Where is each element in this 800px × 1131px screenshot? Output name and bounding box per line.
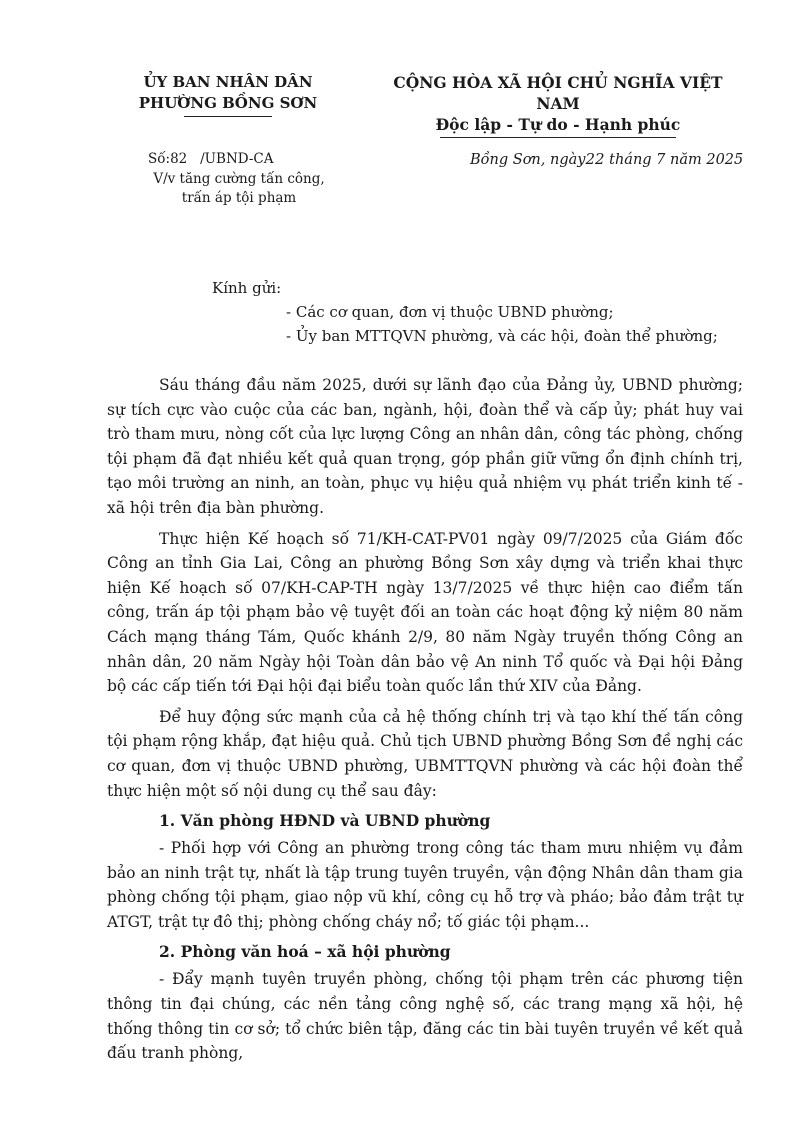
place-and-date [470, 150, 752, 169]
section-2-title: 2. Phòng văn hoá – xã hội phường [159, 942, 451, 962]
recipient-list [286, 300, 718, 348]
recipient-item: - Các cơ quan, đơn vị thuộc UBND phường; [286, 303, 614, 321]
subject-line1: V/v tăng cường tấn công, [153, 171, 325, 187]
recipient-item: - Ủy ban MTTQVN phường, và các hội, đoàn thể phường; [286, 327, 718, 345]
date-month-year: tháng 7 năm 2025 [609, 152, 744, 168]
document-body [107, 373, 743, 1072]
addressee-label: Kính gửi: [212, 279, 282, 297]
issuing-authority [128, 72, 328, 117]
number-prefix: Số: [148, 151, 171, 167]
document-number [148, 150, 274, 168]
number-suffix: /UBND-CA [200, 151, 274, 167]
authority-underline [184, 116, 272, 117]
nation-line2: Độc lập - Tự do - Hạnh phúc [435, 115, 681, 134]
paragraph-context: Sáu tháng đầu năm 2025, dưới sự lãnh đạo của Đảng ủy, UBND phường; sự tích cực vào cuộc của các ban, ngành, hội, đoàn thể và cấp ủy; phát huy vai trò tham mưu, nòng cốt của lực lượng Công an nhân dân, công tác phòng, chống tội phạm đã đạt nhiều kết quả quan trọng, góp phần giữ vững ổn định chính trị, tạo môi trường an ninh, an toàn, phục vụ hiệu quả nhiệm vụ phát triển kinh tế - xã hội trên địa bàn phường. [107, 376, 743, 517]
section-1-text: - Phối hợp với Công an phường trong công tác tham mưu nhiệm vụ đảm bảo an ninh trật tự, nhất là tập trung tuyên truyền, vận động Nhân dân tham gia phòng chống tội phạm, giao nộp vũ khí, công cụ hỗ trợ và pháo; bảo đảm trật tự ATGT, trật tự đô thị; phòng chống cháy nổ; tố giác tội phạm... [107, 839, 743, 931]
date-place: Bồng Sơn, ngày [470, 152, 586, 168]
date-day: 22 [585, 150, 605, 168]
paragraph-request: Để huy động sức mạnh của cả hệ thống chính trị và tạo khí thế tấn công tội phạm rộng khắp, đạt hiệu quả. Chủ tịch UBND phường Bồng Sơn đề nghị các cơ quan, đơn vị thuộc UBND phường, UBMTTQVN phường và các hội đoàn thể thực hiện một số nội dung cụ thể sau đây: [107, 707, 743, 800]
authority-line1: ỦY BAN NHÂN DÂN [143, 73, 313, 91]
national-motto [372, 72, 744, 138]
number-value: 82 [170, 151, 188, 167]
paragraph-plan: Thực hiện Kế hoạch số 71/KH-CAT-PV01 ngày 09/7/2025 của Giám đốc Công an tỉnh Gia Lai, Công an phường Bồng Sơn xây dựng và triển khai thực hiện Kế hoạch số 07/KH-CAP-TH ngày 13/7/2025 về thực hiện cao điểm tấn công, trấn áp tội phạm bảo vệ tuyệt đối an toàn các hoạt động kỷ niệm 80 năm Cách mạng tháng Tám, Quốc khánh 2/9, 80 năm Ngày truyền thống Công an nhân dân, 20 năm Ngày hội Toàn dân bảo vệ An ninh Tổ quốc và Đại hội Đảng bộ các cấp tiến tới Đại hội đại biểu toàn quốc lần thứ XIV của Đảng. [107, 529, 743, 696]
authority-line2: PHƯỜNG BỒNG SƠN [138, 94, 318, 112]
subject-line2: trấn áp tội phạm [181, 190, 297, 206]
nation-line1: CỘNG HÒA XÃ HỘI CHỦ NGHĨA VIỆT NAM [393, 73, 723, 113]
section-1-title: 1. Văn phòng HĐND và UBND phường [159, 811, 491, 831]
motto-underline [440, 137, 676, 138]
document-subject [144, 170, 334, 208]
section-2-text: - Đẩy mạnh tuyên truyền phòng, chống tội phạm trên các phương tiện thông tin đại chúng, các nền tảng công nghệ số, các trang mạng xã hội, hệ thống thông tin cơ sở; tổ chức biên tập, đăng các tin bài tuyên truyền về kết quả đấu tranh phòng, [107, 970, 743, 1063]
